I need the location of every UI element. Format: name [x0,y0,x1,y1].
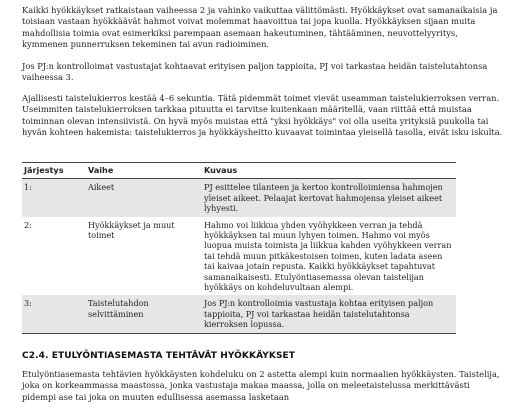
table-row [22,295,456,333]
table-header-row [22,163,456,179]
cell-phase: Hyökkäykset ja muut toimet [88,219,175,241]
column-header-order: Järjestys [22,163,86,179]
paragraph-attacks: Kaikki hyökkäykset ratkaistaan vaiheessa 2 ja vahinko vaikuttaa välittömästi. Hyökkäykset ovat samanaikaisia ja toisiaan vastaan hyökkäävät hahmot voivat molemmat haavoittua tai jopa kuolla. Hyökkäyksen sijaan muita mahdollisia toimia ovat esimerkiksi parempaan asemaan hakeutuminen, tähtääminen, neuvottelyyritys, kymmenen punnerruksen tekeminen tai avun radioiminen. [22,5,498,50]
paragraph-round-duration: Ajallisesti taistelukierros kestää 4–6 sekuntia. Tätä pidemmät toimet vievät useamman taistelukierroksen verran. Useimmiten taistelukierroksen tarkkaa pituutta ei tarvitse kuitenkaan määritellä, vaan riittää että muistaa toiminnan olevan intensiivistä. On hyvä myös muistaa että "yksi hyökkäys" voi olla useita yrityksiä puukolla tai hyvän kohteen hakemista: taistelukierros ja hyökkäysheitto kuvaavat toimintaa yleisellä tasolla, eivät isku iskulta. [22,93,503,138]
cell-order: 2: [24,219,32,230]
paragraph-morale: Jos PJ:n kontrolloimat vastustajat kohtaavat erityisen paljon tappioita, PJ voi tarkastaa heidän taistelutahtonsa vaiheessa 3. [22,61,488,83]
cell-phase: Taistelutahdon selvittäminen [86,295,202,333]
column-header-description: Kuvaus [202,163,456,179]
cell-description: PJ esittelee tilanteen ja kertoo kontrolloimiensa hahmojen yleiset aikeet. Pelaajat kertovat hahmojensa yleiset aikeet lyhyesti. [202,179,456,217]
cell-order: 3: [22,295,86,333]
cell-phase: Aikeet [86,179,202,217]
cell-description: Jos PJ:n kontrolloimia vastustaja kohtaa erityisen paljon tappioita, PJ voi tarkastaa heidän taistelutahtonsa kierroksen lopussa. [202,295,456,333]
cell-order: 1: [22,179,86,217]
section-heading: C2.4. ETULYÖNTIASEMASTA TEHTÄVÄT HYÖKKÄYKSET [22,351,296,361]
paragraph-advantage-attacks: Etulyöntiasemasta tehtävien hyökkäysten kohdeluku on 2 astetta alempi kuin normaalien hyökkäysten. Taistelija, joka on korkeammassa maastossa, jonka vastustaja makaa maassa, jolla on meleetaistelussa merkittävästi pidempi ase tai joka on muuten edullisessa asemassa lasketaan [22,369,500,402]
table-row [22,217,456,296]
table-row [22,179,456,217]
column-header-phase: Vaihe [86,163,202,179]
cell-description: Hahmo voi liikkua yhden vyöhykkeen verran ja tehdä hyökkäyksen tai muun lyhyen toimen. Hahmo voi myös luopua muista toimista ja liikkua kahden vyöhykkeen verran tai tehdä muun pitkäkestoisen toimen, kuten ladata aseen tai kaivaa jotain repusta. Kaikki hyökkäykset tapahtuvat samanaikaisesti. Etulyöntiasemassa olevan taistelijan hyökkäys on kohdeluvultaan alempi. [204,219,452,293]
combat-round-table [22,162,456,334]
